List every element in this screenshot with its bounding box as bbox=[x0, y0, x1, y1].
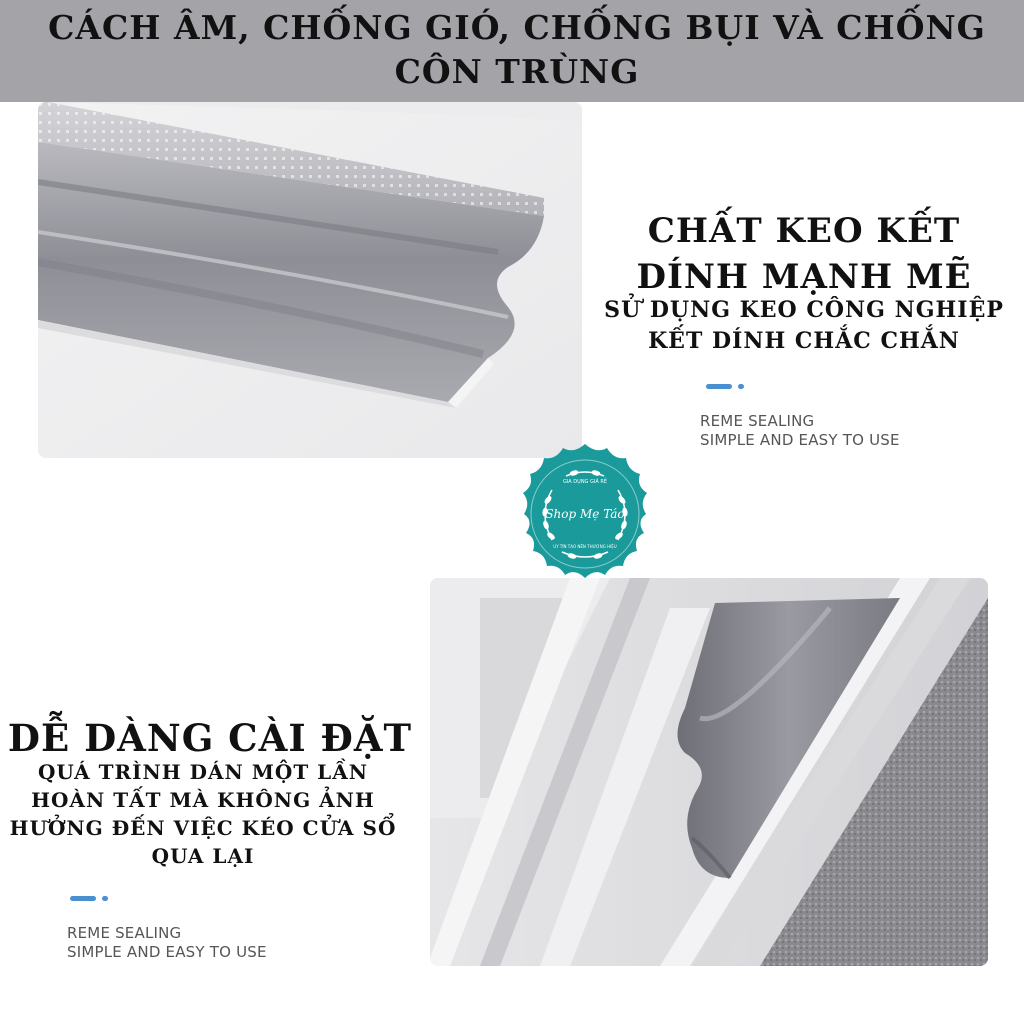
banner-title: CÁCH ÂM, CHỐNG GIÓ, CHỐNG BỤI VÀ CHỐNG CÔN TRÙNG bbox=[48, 8, 986, 91]
adhesive-description: SỬ DỤNG KEO CÔNG NGHIỆP KẾT DÍNH CHẮC CHẮN bbox=[604, 297, 1004, 354]
shop-badge bbox=[504, 430, 666, 592]
accent-dash-bar bbox=[706, 384, 732, 389]
badge-bottom-text: UY TÍN TẠO NÊN THƯƠNG HIỆU bbox=[553, 544, 617, 549]
accent-dash-dot bbox=[738, 384, 744, 389]
caption-brand: REME SEALING bbox=[700, 412, 815, 430]
caption-tagline: SIMPLE AND EASY TO USE bbox=[700, 431, 900, 449]
badge-top-text: GIA DỤNG GIÁ RẺ bbox=[562, 479, 608, 485]
accent-dash bbox=[706, 384, 746, 389]
caption-tagline: SIMPLE AND EASY TO USE bbox=[67, 943, 267, 961]
window-track-installed-icon bbox=[430, 578, 988, 966]
top-banner bbox=[0, 0, 1024, 102]
adhesive-caption bbox=[700, 412, 900, 450]
weather-strip-closeup-icon bbox=[38, 102, 582, 458]
accent-dash-bar bbox=[70, 896, 96, 901]
caption-brand: REME SEALING bbox=[67, 924, 182, 942]
shop-logo-icon bbox=[504, 430, 666, 592]
weather-strip-closeup-image bbox=[38, 102, 582, 458]
accent-dash-dot bbox=[102, 896, 108, 901]
install-description: QUÁ TRÌNH DÁN MỘT LẦN HOÀN TẤT MÀ KHÔNG ẢNH HƯỞNG ĐẾN VIỆC KÉO CỬA SỔ QUA LẠI bbox=[9, 760, 397, 868]
adhesive-heading: CHẤT KEO KẾT DÍNH MẠNH MẼ bbox=[636, 211, 972, 298]
window-track-installed-image bbox=[430, 578, 988, 966]
badge-shop-name: Shop Mẹ Táo bbox=[545, 507, 625, 521]
install-heading: DỄ DÀNG CÀI ĐẶT bbox=[7, 715, 413, 760]
install-caption bbox=[67, 924, 267, 962]
accent-dash bbox=[70, 896, 114, 901]
